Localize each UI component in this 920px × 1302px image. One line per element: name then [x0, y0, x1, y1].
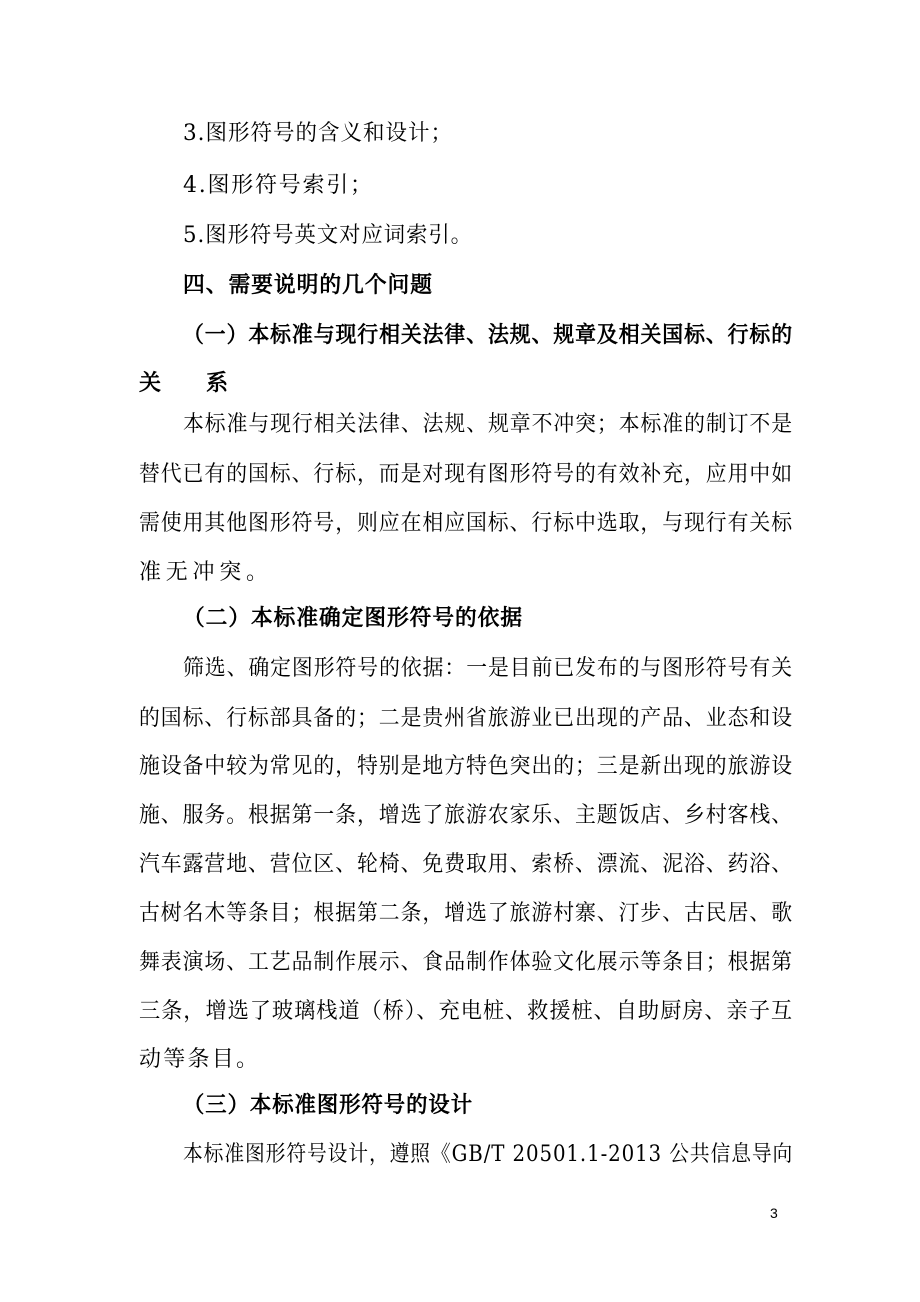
subsection-heading-2: （二）本标准确定图形符号的依据 [183, 606, 524, 631]
list-item-5: 5.图形符号英文对应词索引。 [183, 223, 473, 248]
paragraph-2-line-2: 的国标、行标部具备的；二是贵州省旅游业已出现的产品、业态和设 [139, 706, 794, 731]
paragraph-2-line-7: 舞表演场、工艺品制作展示、食品制作体验文化展示等条目；根据第 [139, 950, 794, 975]
list-item-4: 4.图形符号索引； [183, 173, 374, 198]
paragraph-1-line-2: 替代已有的国标、行标，而是对现有图形符号的有效补充，应用中如 [139, 462, 794, 487]
paragraph-1-line-1: 本标准与现行相关法律、法规、规章不冲突；本标准的制订不是 [183, 412, 794, 437]
paragraph-2-line-8: 三条，增选了玻璃栈道（桥）、充电桩、救援桩、自助厨房、亲子互 [139, 999, 794, 1024]
page-number: 3 [770, 1205, 778, 1221]
paragraph-2-line-1: 筛选、确定图形符号的依据：一是目前已发布的与图形符号有关 [183, 656, 794, 681]
paragraph-1-line-3: 需使用其他图形符号，则应在相应国标、行标中选取，与现行有关标 [139, 511, 794, 536]
subsection-heading-1-line-1: （一）本标准与现行相关法律、法规、规章及相关国标、行标的 [183, 323, 794, 348]
paragraph-1-line-4: 准无冲突。 [139, 560, 273, 585]
section-heading-4: 四、需要说明的几个问题 [183, 273, 434, 298]
list-item-3: 3.图形符号的含义和设计； [183, 121, 453, 146]
subsection-heading-1-line-2: 关系 [139, 371, 274, 396]
paragraph-2-line-9: 动等条目。 [139, 1047, 261, 1072]
subsection-heading-3: （三）本标准图形符号的设计 [183, 1093, 474, 1118]
paragraph-2-line-6: 古树名木等条目；根据第二条，增选了旅游村寨、汀步、古民居、歌 [139, 901, 794, 926]
paragraph-2-line-5: 汽车露营地、营位区、轮椅、免费取用、索桥、漂流、泥浴、药浴、 [139, 852, 794, 877]
paragraph-2-line-4: 施、服务。根据第一条，增选了旅游农家乐、主题饭店、乡村客栈、 [139, 803, 794, 828]
paragraph-2-line-3: 施设备中较为常见的，特别是地方特色突出的；三是新出现的旅游设 [139, 754, 794, 779]
paragraph-3-line-1: 本标准图形符号设计，遵照《GB/T 20501.1-2013 公共信息导向 [183, 1142, 794, 1167]
